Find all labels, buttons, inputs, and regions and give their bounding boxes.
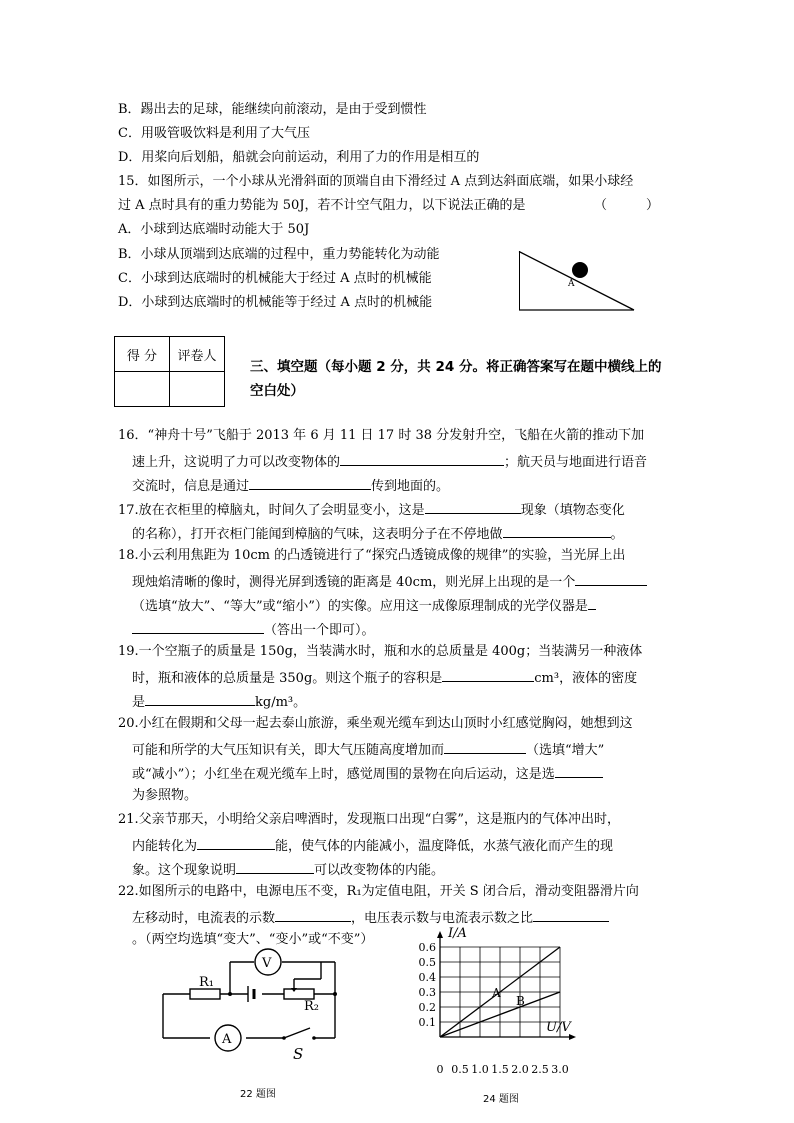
rheostat-r2: [284, 989, 314, 999]
q15-answer-paren: （ ）: [594, 198, 660, 213]
q21-line2: [132, 835, 613, 856]
q16-line3: [132, 475, 449, 496]
y-tick-0: 0.1: [418, 1016, 436, 1029]
chart-caption: 24 题图: [483, 1094, 519, 1105]
q15-option-b: B．小球从顶端到达底端的过程中，重力势能转化为动能: [118, 247, 440, 262]
q16-text-c: 交流时，信息是通过: [132, 479, 250, 494]
q19-blank-1[interactable]: [442, 667, 534, 682]
point-a-label: A: [568, 279, 575, 289]
q20-line2: [132, 739, 604, 760]
q22-line1: 22.如图所示的电路中，电源电压不变，R₁为定值电阻，开关 S 闭合后，滑动变阻器滑片向: [118, 884, 639, 899]
q17-text-d: 。: [610, 527, 624, 542]
q20-line1: 20.小红在假期和父母一起去泰山旅游，乘坐观光缆车到达山顶时小红感觉胸闷，她想到这: [118, 716, 633, 731]
q17-text-a: 17.放在衣柜里的樟脑丸，时间久了会明显变小，这是: [118, 503, 425, 518]
y-tick-5: 0.6: [418, 941, 436, 954]
y-tick-1: 0.2: [418, 1001, 436, 1014]
y-tick-2: 0.3: [418, 986, 436, 999]
section3-heading-line1: 三、填空题（每小题 2 分，共 24 分。将正确答案写在题中横线上的: [250, 359, 662, 375]
ammeter-label: A: [222, 1032, 232, 1047]
q20-blank-2[interactable]: [555, 763, 603, 778]
q16-line1: 16．“神舟十号”飞船于 2013 年 6 月 11 日 17 时 38 分发射升空，飞船在火箭的推动下加: [118, 428, 645, 443]
q18-text-a: 现烛焰清晰的像时，测得光屏到透镜的距离是 40cm，则光屏上出现的是一个: [132, 575, 576, 590]
y-axis-title: I/A: [448, 926, 467, 941]
q21-line3: [132, 859, 444, 880]
q18-text-b: （选填“放大”、“等大”或“缩小”）的实像。应用这一成像原理制成的光学仪器是: [132, 599, 588, 614]
section3-heading-line2: 空白处）: [250, 383, 304, 399]
grader-header: 评卷人: [170, 337, 225, 372]
q17-line2: [132, 523, 624, 544]
y-axis-arrow: [437, 931, 443, 938]
q19-line3: [132, 691, 306, 712]
q18-line1: 18.小云利用焦距为 10cm 的凸透镜进行了“探究凸透镜成像的规律”的实验，当光屏上出: [118, 548, 626, 563]
q19-line1: 19.一个空瓶子的质量是 150g，当装满水时，瓶和水的总质量是 400g；当装满另一种液体: [118, 644, 643, 659]
q22-blank-2a[interactable]: [533, 907, 609, 922]
q18-line4: [132, 619, 375, 640]
r2-label: R₂: [304, 999, 319, 1014]
x-tick-2: 1.0: [471, 1063, 489, 1075]
iu-graph: [410, 925, 590, 1075]
q18-blank-2a[interactable]: [588, 595, 596, 610]
q18-line3: [132, 595, 596, 616]
y-tick-4: 0.5: [418, 956, 436, 969]
q21-text-b: 能，使气体的内能减小，温度降低，水蒸气液化而产生的现: [275, 839, 614, 854]
q16-text-b: ；航天员与地面进行语音: [504, 455, 648, 470]
q15-option-d: D．小球到达底端时的机械能等于经过 A 点时的机械能: [118, 295, 433, 310]
switch-contact: [312, 1036, 316, 1040]
x-tick-3: 1.5: [491, 1063, 509, 1075]
ball: [572, 262, 588, 278]
q19-blank-2[interactable]: [145, 691, 255, 706]
q22-blank-1[interactable]: [275, 907, 351, 922]
q16-text-a: 速上升，这说明了力可以改变物体的: [132, 455, 341, 470]
x-tick-labels: [437, 1063, 569, 1075]
q15-option-a: A．小球到达底端时动能大于 50J: [118, 222, 310, 237]
q21-blank-1[interactable]: [197, 835, 275, 850]
incline-figure: [518, 250, 638, 314]
q17-line1: [118, 499, 625, 520]
q18-blank-1[interactable]: [575, 571, 647, 586]
q21-line1: 21.父亲节那天，小明给父亲启啤酒时，发现瓶口出现“白雾”，这是瓶内的气体冲出时，: [118, 812, 620, 827]
x-tick-5: 2.5: [531, 1063, 549, 1075]
q19-text-d: kg/m³。: [255, 695, 307, 710]
q16-line2: [132, 451, 647, 472]
q14-option-d: D．用桨向后划船，船就会向前运动，利用了力的作用是相互的: [118, 150, 480, 165]
circuit-diagram: [150, 935, 350, 1070]
voltmeter-label: V: [262, 956, 272, 971]
q18-blank-2b[interactable]: [132, 619, 264, 634]
incline-slope: [519, 252, 634, 311]
x-axis-title: U/V: [546, 1020, 571, 1035]
x-tick-4: 2.0: [511, 1063, 529, 1075]
q20-text-c: 或“减小”）；小红坐在观光缆车上时，感觉周围的景物在向后运动，这是选: [132, 767, 555, 782]
q21-text-c: 象。这个现象说明: [132, 863, 237, 878]
q14-option-b: B．踢出去的足球，能继续向前滚动，是由于受到惯性: [118, 102, 427, 117]
r1-label: R₁: [199, 975, 214, 990]
switch-label: S: [293, 1045, 304, 1063]
q16-text-d: 传到地面的。: [371, 479, 450, 494]
q16-blank-2[interactable]: [249, 475, 371, 490]
circuit-caption: 22 题图: [240, 1089, 276, 1100]
q20-line4: 为参照物。: [132, 788, 198, 803]
score-header: 得 分: [115, 337, 170, 372]
switch-blade: [284, 1028, 310, 1038]
slider-arrow: [291, 988, 297, 992]
q19-text-a: 时，瓶和液体的总质量是 350g。则这个瓶子的容积是: [132, 671, 443, 686]
switch-pivot: [282, 1036, 286, 1040]
x-tick-6: 3.0: [551, 1063, 569, 1075]
q20-text-b: （选填“增大”: [526, 743, 605, 758]
q15-stem-line2: 过 A 点时具有的重力势能为 50J，若不计空气阻力，以下说法正确的是: [118, 198, 526, 213]
resistor-r1: [190, 989, 220, 999]
x-tick-0: 0: [436, 1063, 444, 1075]
q18-line2: [132, 571, 647, 592]
q15-option-c: C．小球到达底端时的机械能大于经过 A 点时的机械能: [118, 271, 432, 286]
q18-text-c: （答出一个即可）。: [264, 623, 375, 638]
q20-blank-1[interactable]: [444, 739, 526, 754]
grader-cell: [170, 372, 225, 407]
q21-blank-2[interactable]: [236, 859, 314, 874]
incline-left-edge: [519, 251, 520, 310]
y-tick-labels: [419, 941, 437, 1029]
q19-line2: [132, 667, 637, 688]
q17-text-c: 的名称），打开衣柜门能闻到樟脑的气味，这表明分子在不停地做: [132, 527, 503, 542]
score-cell: [115, 372, 170, 407]
series-label-B: B: [516, 994, 525, 1008]
q17-blank-1[interactable]: [425, 499, 521, 514]
q20-line3: [132, 763, 603, 784]
q16-blank-1[interactable]: [340, 451, 504, 466]
q21-text-a: 内能转化为: [132, 839, 198, 854]
y-tick-3: 0.4: [418, 971, 436, 984]
q21-text-d: 可以改变物体的内能。: [314, 863, 445, 878]
q20-text-a: 可能和所学的大气压知识有关，即大气压随高度增加而: [132, 743, 445, 758]
q19-text-b: cm³，液体的密度: [534, 671, 638, 686]
q14-option-c: C．用吸管吸饮料是利用了大气压: [118, 126, 310, 141]
q19-text-c: 是: [132, 695, 146, 710]
junction-right: [333, 992, 337, 996]
q22-line3: 。（两空均选填“变大”、“变小”或“不变”）: [132, 932, 374, 947]
q15-stem-line1: 15．如图所示，一个小球从光滑斜面的顶端自由下滑经过 A 点到达斜面底端，如果小球经: [118, 174, 634, 189]
q22-text-a: 左移动时，电流表的示数: [132, 911, 276, 926]
series-label-A: A: [492, 986, 501, 1000]
junction-left: [228, 992, 232, 996]
q22-text-b: ，电压表示数与电流表示数之比: [351, 911, 534, 926]
q17-blank-2[interactable]: [503, 523, 611, 538]
score-table: [114, 336, 225, 407]
q17-text-b: 现象（填物态变化: [520, 503, 625, 518]
x-tick-1: 0.5: [451, 1063, 469, 1075]
